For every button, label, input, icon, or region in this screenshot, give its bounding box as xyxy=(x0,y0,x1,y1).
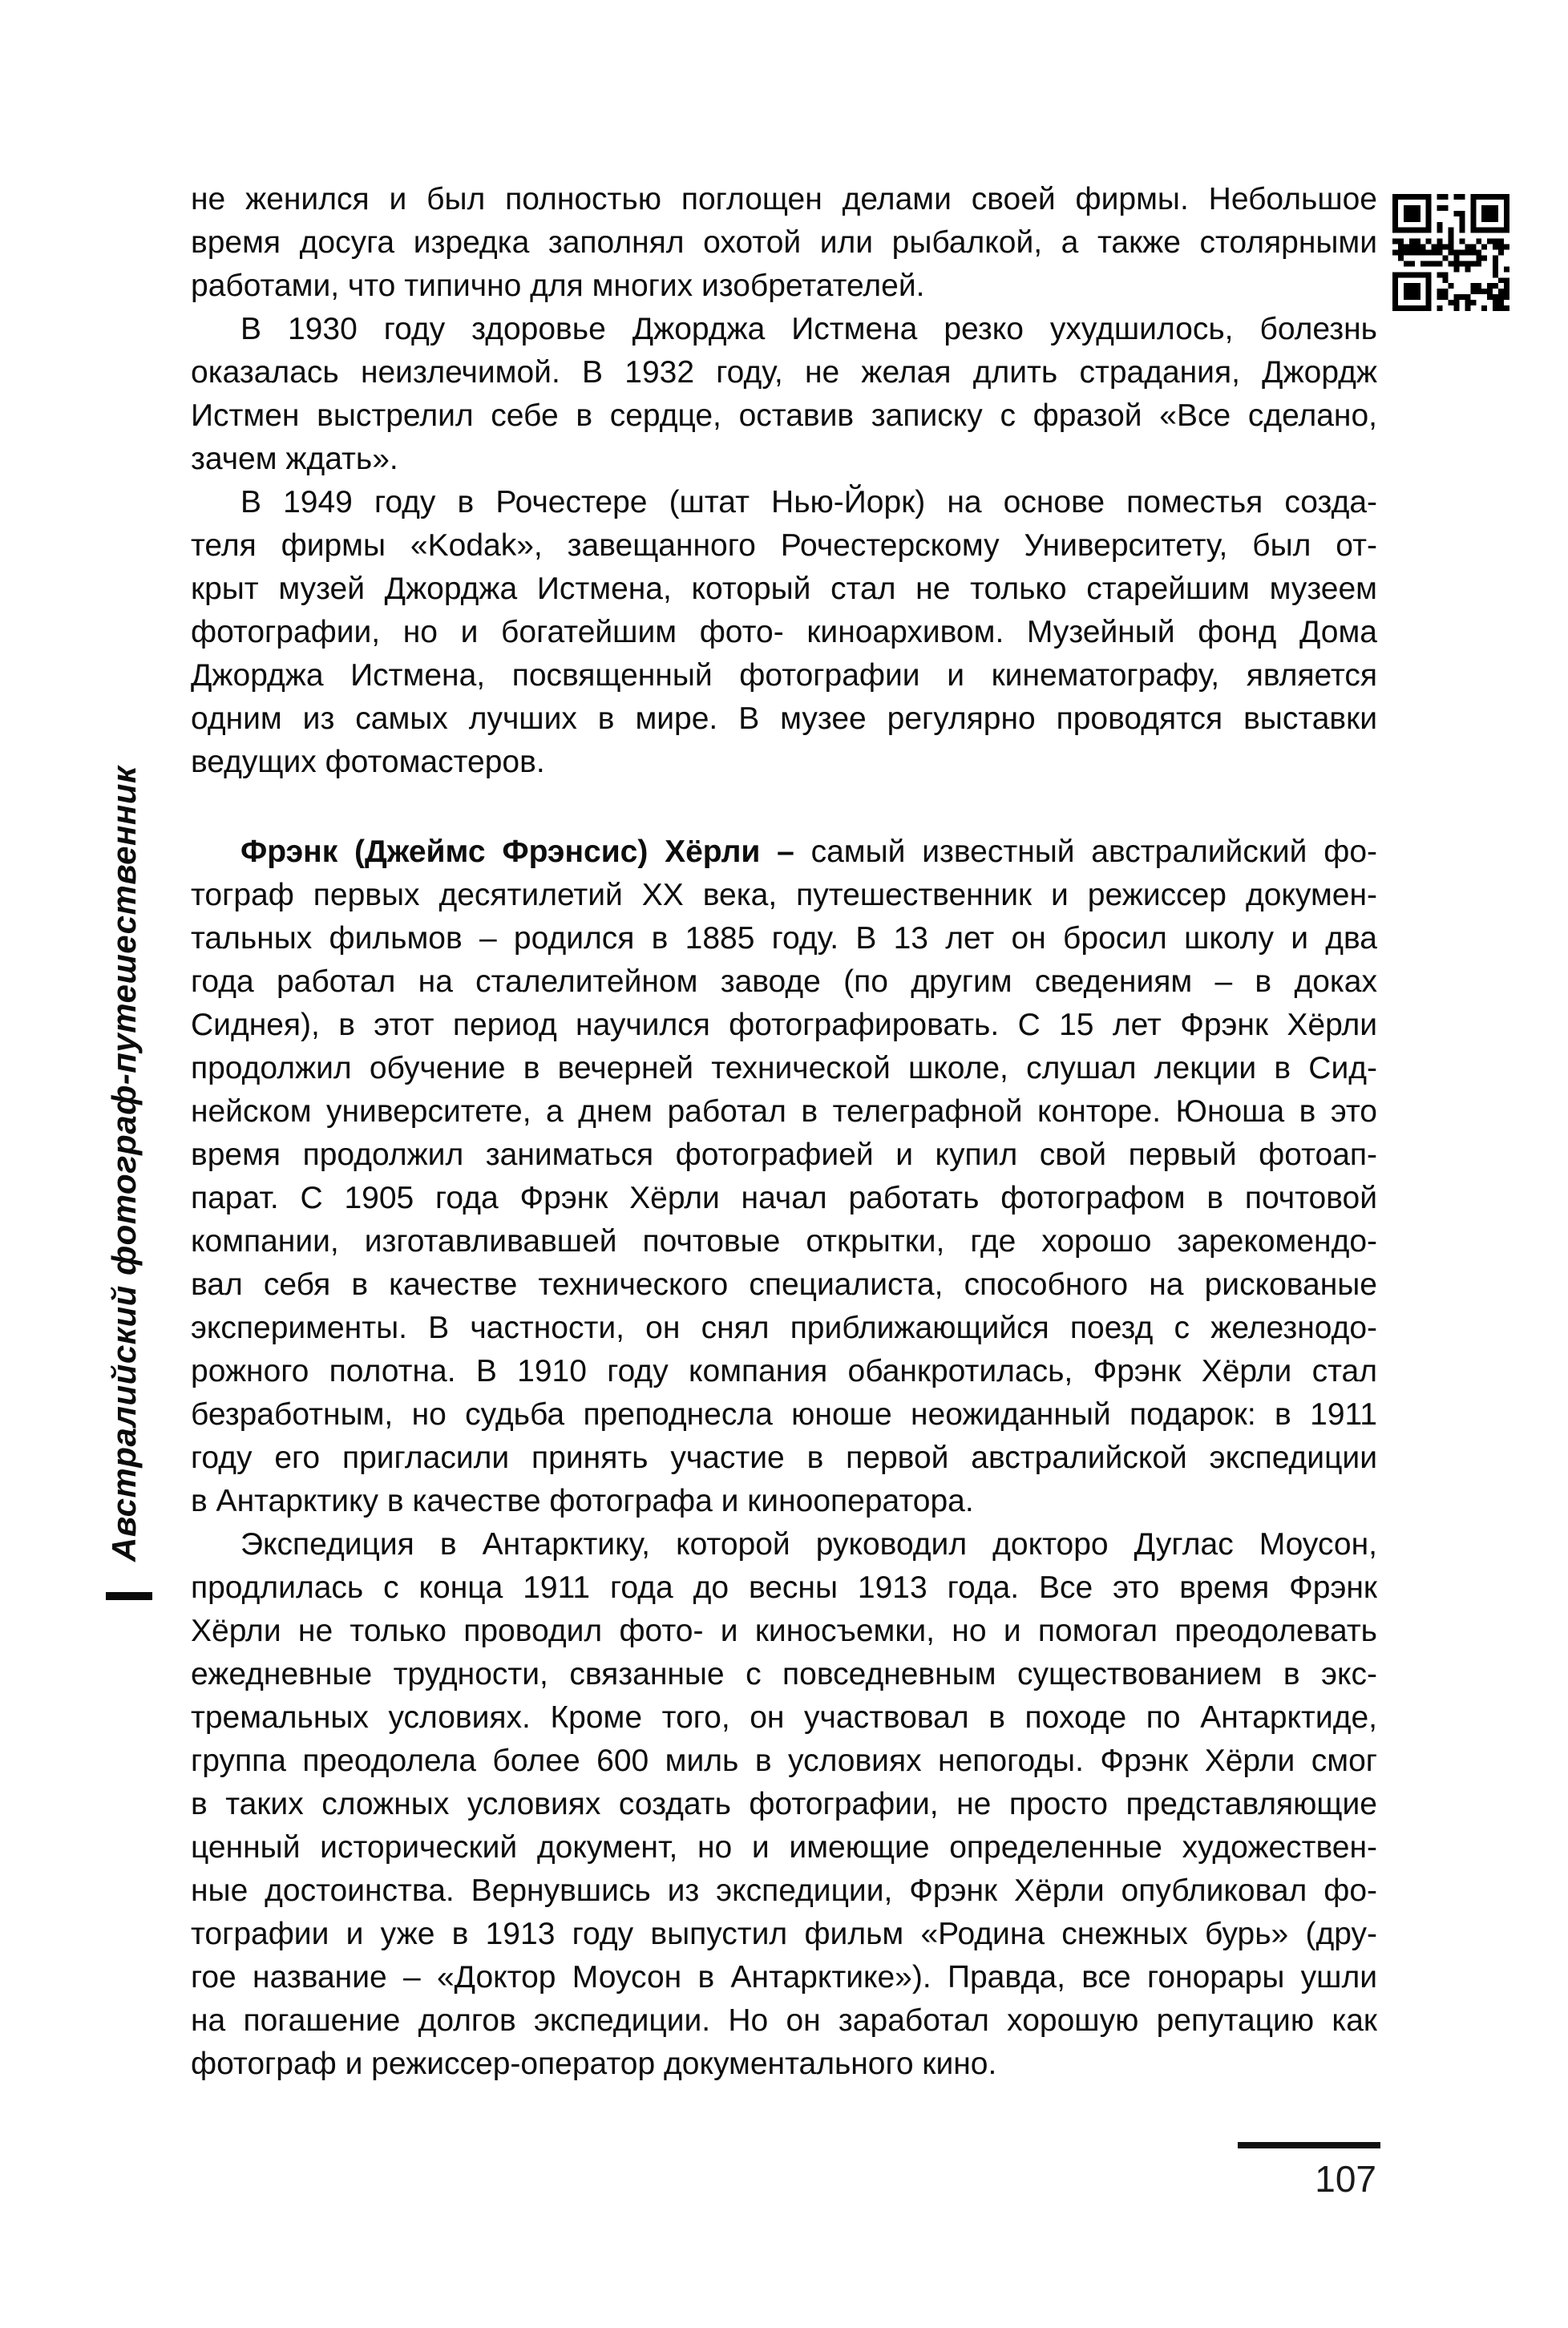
text-line: работами, что типично для многих изобретателей. xyxy=(191,269,925,303)
paragraph xyxy=(191,831,1377,1523)
text-line: не женился и был полностью поглощен делами своей фирмы. Небольшое xyxy=(191,182,1377,216)
text-line: компании, изготавливавшей почтовые открытки, где хорошо зарекомендо- xyxy=(191,1224,1377,1259)
text-line: ценный исторический документ, но и имеющие определенные художествен- xyxy=(191,1830,1377,1865)
text-line: на погашение долгов экспедиции. Но он заработал хорошую репутацию как xyxy=(191,2003,1377,2038)
text-line: тограф первых десятилетий ХХ века, путешественник и режиссер докумен- xyxy=(191,878,1377,912)
text-line: ежедневные трудности, связанные с повседневным существованием в экс- xyxy=(191,1657,1377,1691)
text-line: время досуга изредка заполнял охотой или рыбалкой, а также столярными xyxy=(191,225,1377,260)
text-line: тографии и уже в 1913 году выпустил фильм «Родина снежных бурь» (дру- xyxy=(191,1917,1377,1951)
text-line: ведущих фотомастеров. xyxy=(191,745,545,779)
text-line: в таких сложных условиях создать фотографии, не просто представляющие xyxy=(191,1787,1377,1821)
text-line: в Антарктику в качестве фотографа и кинооператора. xyxy=(191,1484,974,1518)
text-line: парат. С 1905 года Фрэнк Хёрли начал работать фотографом в почтовой xyxy=(191,1181,1377,1215)
paragraph xyxy=(191,308,1377,481)
text-line: Истмен выстрелил себе в сердце, оставив записку с фразой «Все сделано, xyxy=(191,398,1377,433)
text-line: года работал на сталелитейном заводе (по другим сведениям – в доках xyxy=(191,964,1377,999)
text-line: одним из самых лучших в мире. В музее регулярно проводятся выставки xyxy=(191,701,1377,736)
text-line: фотографии, но и богатейшим фото- киноархивом. Музейный фонд Дома xyxy=(191,615,1377,649)
footer-rule xyxy=(1238,2142,1380,2148)
text-line: оказалась неизлечимой. В 1932 году, не желая длить страдания, Джордж xyxy=(191,355,1377,390)
paragraph xyxy=(191,1523,1377,2086)
text-line: году его пригласили принять участие в первой австралийской экспедиции xyxy=(191,1441,1377,1475)
page-number: 107 xyxy=(1315,2158,1376,2200)
text-line: безработным, но судьба преподнесла юноше неожиданный подарок: в 1911 xyxy=(191,1397,1377,1432)
qr-code-icon xyxy=(1392,194,1509,311)
text-line: продлилась с конца 1911 года до весны 1913 года. Все это время Фрэнк xyxy=(191,1570,1377,1605)
bold-lead: Фрэнк (Джеймс Фрэнсис) Хёрли – xyxy=(240,835,794,869)
text-line: зачем ждать». xyxy=(191,442,398,476)
text-line: рожного полотна. В 1910 году компания обанкротилась, Фрэнк Хёрли стал xyxy=(191,1354,1377,1388)
text-line: эксперименты. В частности, он снял приближающийся поезд с железнодо- xyxy=(191,1311,1377,1345)
text-column xyxy=(191,178,1377,2086)
text-line: теля фирмы «Kodak», завещанного Рочестерскому Университету, был от- xyxy=(191,528,1377,563)
text-line: продолжил обучение в вечерней технической школе, слушал лекции в Сид- xyxy=(191,1051,1377,1085)
text-line: вал себя в качестве технического специалиста, способного на рискованые xyxy=(191,1267,1377,1302)
paragraph xyxy=(191,481,1377,784)
sidebar-vertical-caption: Австралийский фотограф-путешественник xyxy=(105,766,143,1562)
text-line: В 1949 году в Рочестере (штат Нью-Йорк) на основе поместья созда- xyxy=(240,485,1377,519)
text-line: Хёрли не только проводил фото- и киносъемки, но и помогал преодолевать xyxy=(191,1614,1377,1648)
text-line: Сиднея), в этот период научился фотографировать. С 15 лет Фрэнк Хёрли xyxy=(191,1008,1377,1042)
text-line: нейском университете, а днем работал в телеграфной конторе. Юноша в это xyxy=(191,1094,1377,1129)
text-line: группа преодолела более 600 миль в условиях непогоды. Фрэнк Хёрли смог xyxy=(191,1744,1377,1778)
text-line: Джорджа Истмена, посвященный фотографии и кинематографу, является xyxy=(191,658,1377,693)
text-line: ные достоинства. Вернувшись из экспедиции, Фрэнк Хёрли опубликовал фо- xyxy=(191,1873,1377,1908)
text-line: фотограф и режиссер-оператор документального кино. xyxy=(191,2047,997,2081)
text-line: В 1930 году здоровье Джорджа Истмена резко ухудшилось, болезнь xyxy=(240,312,1377,346)
sidebar-dash-mark xyxy=(106,1592,152,1600)
text-line: Экспедиция в Антарктику, которой руководил докторо Дуглас Моусон, xyxy=(240,1527,1377,1562)
text-line: время продолжил заниматься фотографией и купил свой первый фотоап- xyxy=(191,1138,1377,1172)
text-line: гое название – «Доктор Моусон в Антарктике»). Правда, все гонорары ушли xyxy=(191,1960,1377,1995)
text-line: тальных фильмов – родился в 1885 году. В 13 лет он бросил школу и два xyxy=(191,921,1377,956)
paragraph xyxy=(191,178,1377,308)
text-line: крыт музей Джорджа Истмена, который стал не только старейшим музеем xyxy=(191,572,1377,606)
text-line: Фрэнк (Джеймс Фрэнсис) Хёрли – самый известный австралийский фо- xyxy=(240,835,1377,869)
text-line: тремальных условиях. Кроме того, он участвовал в походе по Антарктиде, xyxy=(191,1700,1377,1735)
